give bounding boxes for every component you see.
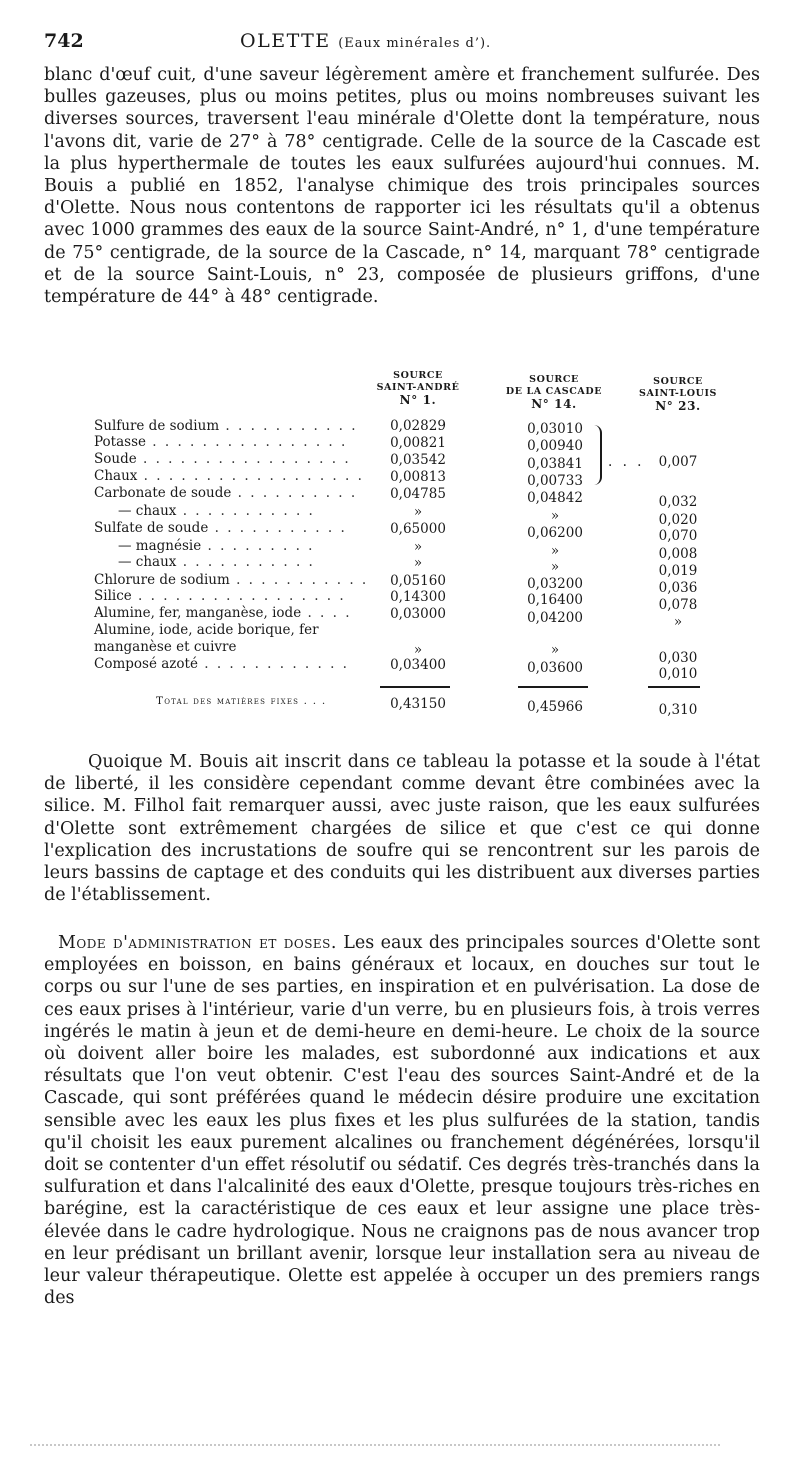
- table-row-label: [94, 451, 351, 467]
- table-cell-c2: 0,06200: [527, 525, 583, 541]
- table-cell-c2: 0,03200: [527, 576, 583, 592]
- table-cell-c2: »: [550, 508, 560, 524]
- grouping-brace: [588, 425, 602, 485]
- leader-dots: . . . .: [301, 605, 352, 621]
- table-cell-c2: 0,04842: [527, 490, 583, 506]
- table-cell-c1: 0,02829: [390, 418, 446, 434]
- row-label-text: — chaux: [118, 503, 177, 519]
- total-value-cascade: 0,45966: [527, 699, 583, 715]
- table-row-label: [94, 418, 358, 434]
- table-cell-c3: 0,020: [658, 512, 698, 528]
- column-header-line: SOURCE: [393, 370, 443, 381]
- table-cell-c2: »: [550, 543, 560, 559]
- leader-dots: . . . . . . . . . . .: [176, 554, 315, 570]
- paragraph-commentary: Quoique M. Bouis ait inscrit dans ce tableau la potasse et la soude à l'état de liberté, il les considère cependant comme devant être combinées avec la silice. M. Filhol fait remarquer aussi, avec juste raison, que les eaux sulfurées d'Olette sont extrêmement chargées de silice et que c'est ce qui donne l'explication des incrustations de soufre qui se rencontrent sur les parois de leurs bassins de captage et des conduits qui les distribuent aux diverses parties de l'établissement.: [44, 752, 760, 906]
- row-label-text: — chaux: [118, 554, 177, 570]
- table-cell-c2: 0,00733: [527, 473, 583, 489]
- running-head: [44, 28, 760, 58]
- table-row-label: [94, 468, 364, 484]
- column-header-line: SAINT-ANDRÉ: [376, 382, 460, 393]
- row-label-text: Composé azoté: [94, 656, 198, 672]
- table-row-label: [94, 605, 352, 621]
- table-cell-c1: 0,03542: [390, 452, 446, 468]
- table-cell-c3: 0,007: [658, 454, 698, 470]
- total-label-text: Total des matières fixes: [156, 695, 300, 707]
- running-title-main: OLETTE: [240, 30, 331, 52]
- table-row-label: [94, 485, 357, 501]
- table-cell-c3: 0,032: [658, 494, 698, 510]
- table-cell-c3: 0,070: [658, 528, 698, 544]
- row-label-text: Alumine, fer, manganèse, iode: [94, 605, 302, 621]
- table-cell-c1: 0,03000: [390, 606, 446, 622]
- table-cell-c3: 0,030: [658, 650, 698, 666]
- table-cell-c2: 0,16400: [527, 592, 583, 608]
- leader-dots: . . . . . . . . .: [201, 538, 315, 554]
- column-header-number: N° 14.: [531, 397, 577, 411]
- row-label-text: Sulfate de soude: [94, 520, 209, 536]
- table-row-label: [94, 588, 346, 604]
- table-cell-c2: 0,03010: [527, 421, 583, 437]
- leader-dots: . . . . . . . . . . .: [176, 503, 315, 519]
- row-label-text: Carbonate de soude: [94, 485, 232, 501]
- table-cell-c2: 0,03600: [527, 660, 583, 676]
- section-lead: Mode d'administration et doses.: [58, 933, 337, 953]
- table-cell-c2: 0,03841: [527, 456, 583, 472]
- table-cell-c3: 0,010: [658, 666, 698, 682]
- leader-dots: . . . . . . . . . . . . . . . . . .: [137, 468, 364, 484]
- row-label-text: Sulfure de sodium: [94, 418, 220, 434]
- table-cell-c1: 0,03400: [390, 657, 446, 673]
- table-cell-c1: »: [413, 555, 423, 571]
- column-header-saint-louis: [628, 376, 728, 412]
- table-cell-c2: »: [550, 642, 560, 658]
- section-body: Les eaux des principales sources d'Olette sont employées en boisson, en bains généraux et locaux, en douches sur tout le corps ou sur l'une de ses parties, en inspiration et en pulvérisation. La dose de ces eaux prises à l'intérieur, varie d'un verre, bu en plusieurs fois, à trois verres ingérés le matin à jeun et de demi-heure en demi-heure. Le choix de la source où doivent aller boire les malades, est subordonné aux indications et aux résultats que l'on veut obtenir. C'est l'eau des sources Saint-André et de la Cascade, qui sont préférées quand le médecin désire produire une excitation sensible avec les eaux les plus fixes et les plus sulfurées de la station, tandis qu'il choisit les eaux purement alcalines ou franchement dégénérées, lorsqu'il doit se contenter d'un effet résolutif ou sédatif. Ces degrés très-tranchés dans la sulfuration et dans l'alcalinité des eaux d'Olette, presque toujours très-riches en barégine, est la caractéristique de ces eaux et leur assigne une place très-élevée dans le cadre hydrologique. Nous ne craignons pas de nous avancer trop en leur prédisant un brillant avenir, lorsque leur installation sera au niveau de leur valeur thérapeutique. Olette est appelée à occuper un des premiers rangs des: [44, 933, 760, 1309]
- table-row-label: [94, 572, 368, 588]
- paragraph-administration: [44, 932, 760, 1309]
- table-cell-c1: 0,00813: [390, 469, 446, 485]
- row-label-text: Chaux: [94, 468, 138, 484]
- footer-dotted-line: [30, 1444, 720, 1446]
- running-title: [240, 30, 491, 52]
- table-cell-c2: 0,00940: [527, 438, 583, 454]
- leader-dots: . . . . . . . . . . .: [219, 418, 358, 434]
- table-cell-c2: »: [550, 559, 560, 575]
- row-label-text: Potasse: [94, 434, 146, 450]
- table-cell-c2: 0,04200: [527, 610, 583, 626]
- column-header-saint-andre: [368, 370, 468, 406]
- total-value-saint-andre: 0,43150: [390, 696, 446, 712]
- leader-dots: . . . . . . . . . .: [231, 485, 358, 501]
- table-cell-c3: 0,078: [658, 597, 698, 613]
- brace-leader-dots: . . .: [608, 454, 645, 470]
- table-cell-c1: »: [413, 642, 423, 658]
- table-cell-c1: 0,65000: [390, 521, 446, 537]
- table-cell-c1: »: [413, 504, 423, 520]
- table-row-label: [94, 554, 315, 570]
- total-rule: [518, 686, 588, 688]
- row-label-text: — magnésie: [118, 538, 202, 554]
- row-label-text: Chlorure de sodium: [94, 572, 230, 588]
- table-cell-c1: »: [413, 539, 423, 555]
- table-cell-c3: »: [673, 614, 683, 630]
- leader-dots: . . . . . . . . . . . . . . . . .: [131, 588, 346, 604]
- table-cell-c1: 0,14300: [390, 589, 446, 605]
- leader-dots: . . . . . . . . . . .: [208, 520, 347, 536]
- row-label-text: Soude: [94, 451, 137, 467]
- table-cell-c3: 0,019: [658, 563, 698, 579]
- column-header-line: SOURCE: [529, 374, 579, 385]
- leader-dots: . . . . . . . . . . . .: [197, 656, 349, 672]
- table-cell-c3: 0,036: [658, 580, 698, 596]
- row-label-text: Alumine, iode, acide borique, fer manganèse et cuivre: [94, 622, 319, 655]
- table-row-label: [94, 622, 374, 656]
- total-rule: [380, 686, 450, 688]
- column-header-number: N° 23.: [655, 399, 701, 413]
- table-row-label: [94, 656, 349, 672]
- column-header-line: SAINT-LOUIS: [639, 388, 717, 399]
- total-rule: [648, 686, 700, 688]
- leader-dots: . . . . . . . . . . . . . . . .: [145, 434, 348, 450]
- leader-dots: . . . . . . . . . . .: [229, 572, 369, 588]
- analysis-table: [0, 360, 800, 740]
- total-value-saint-louis: 0,310: [658, 702, 698, 718]
- running-title-rest: (Eaux minérales d’).: [338, 36, 492, 51]
- table-cell-c1: 0,05160: [390, 573, 446, 589]
- column-header-number: N° 1.: [399, 393, 437, 407]
- total-label: Total des matières fixes . . .: [156, 695, 327, 707]
- table-row-label: [94, 520, 347, 536]
- paragraph-intro: blanc d'œuf cuit, d'une saveur légèrement amère et franchement sulfurée. Des bulles gazeuses, plus ou moins petites, plus ou moins nombreuses suivant les diverses sources, traversent l'eau minérale d'Olette dont la température, nous l'avons dit, varie de 27° à 78° centigrade. Celle de la source de la Cascade est la plus hyperthermale de toutes les eaux sulfurées aujourd'hui connues. M. Bouis a publié en 1852, l'analyse chimique des trois principales sources d'Olette. Nous nous contentons de rapporter ici les résultats qu'il a obtenus avec 1000 grammes des eaux de la source Saint-André, n° 1, d'une température de 75° centigrade, de la source de la Cascade, n° 14, marquant 78° centigrade et de la source Saint-Louis, n° 23, composée de plusieurs griffons, d'une température de 44° à 48° centigrade.: [44, 65, 760, 308]
- column-header-cascade: [492, 374, 616, 410]
- column-header-line: SOURCE: [653, 376, 703, 387]
- page-number: 742: [44, 30, 84, 52]
- column-header-line: DE LA CASCADE: [505, 386, 603, 397]
- table-cell-c3: 0,008: [658, 546, 698, 562]
- table-cell-c1: 0,04785: [390, 486, 446, 502]
- table-row-label: [94, 434, 347, 450]
- table-cell-c1: 0,00821: [390, 435, 446, 451]
- row-label-text: Silice: [94, 588, 132, 604]
- table-row-label: [94, 503, 315, 519]
- leader-dots: . . . . . . . . . . . . . . . . .: [136, 451, 351, 467]
- table-row-label: [94, 538, 314, 554]
